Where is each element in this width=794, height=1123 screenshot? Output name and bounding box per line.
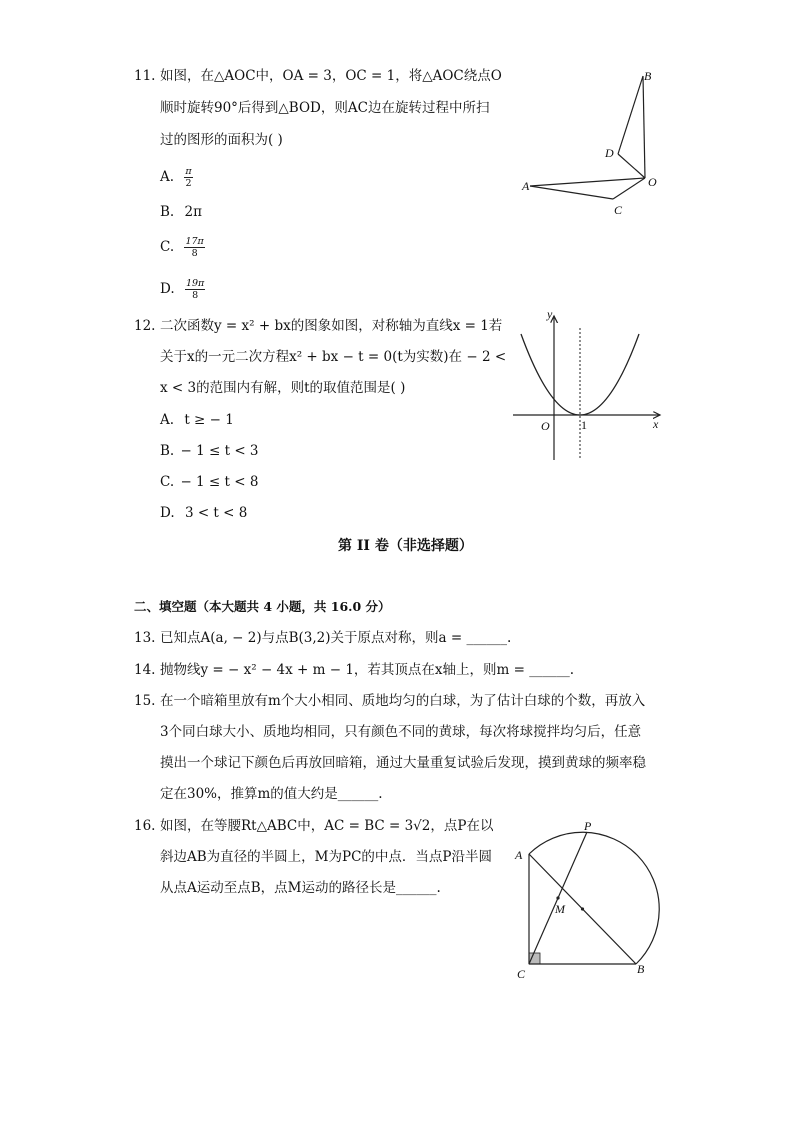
label-p: P (584, 819, 592, 833)
q12-option-a[interactable] (160, 410, 234, 430)
option-fraction: $\frac{17\pi}{8}$ (185, 236, 204, 259)
q14-text: 抛物线y = − x² − 4x + m − 1，若其顶点在x轴上，则m = ______. (160, 662, 575, 678)
q15-line-4: 定在30%，推算m的值大约是______. (160, 786, 383, 802)
option-fraction: $\frac{\pi}{2}$ (185, 166, 192, 189)
line-ob (643, 76, 645, 178)
option-text: − 1 ≤ t < 8 (180, 474, 259, 490)
center-point (581, 907, 584, 910)
label-c: C (517, 967, 526, 981)
q12-line-3: x < 3的范围内有解，则t的取值范围是( ) (160, 380, 406, 396)
option-text: 3 < t < 8 (184, 505, 248, 521)
label-x: x (653, 417, 659, 431)
q15-line-2: 3个同白球大小、质地均相同，只有颜色不同的黄球，每次将球搅拌均匀后，任意 (160, 724, 642, 740)
q16-number: 16. (134, 818, 156, 834)
label-a: A (522, 179, 530, 193)
option-text: − 1 ≤ t < 3 (180, 443, 259, 459)
option-letter: A. (160, 169, 175, 185)
q15-line-1: 在一个暗箱里放有m个大小相同、质地均匀的白球，为了估计白球的个数，再放入 (160, 693, 646, 709)
q12-line-1: 二次函数y = x² + bx的图象如图，对称轴为直线x = 1若 (160, 318, 503, 334)
section2-heading: 二、填空题（本大题共 4 小题，共 16.0 分） (134, 599, 391, 614)
label-c: C (614, 203, 623, 217)
option-letter: B. (160, 204, 175, 220)
q16-figure (508, 812, 673, 984)
label-d: D (605, 146, 614, 160)
q16-line-1: 如图，在等腰Rt△ABC中，AC = BC = 3√2，点P在以 (160, 818, 494, 834)
q11-number: 11. (134, 68, 156, 84)
q12-option-c[interactable] (160, 472, 258, 492)
parabola (521, 334, 639, 415)
line-do (618, 154, 645, 178)
q12-figure (505, 310, 670, 465)
q13-text: 已知点A(a, − 2)与点B(3,2)关于原点对称，则a = ______. (160, 630, 512, 646)
option-letter: C. (160, 474, 175, 490)
line-ao (530, 178, 645, 186)
option-text: 2π (184, 204, 202, 220)
q14-number: 14. (134, 662, 156, 678)
point-m (556, 896, 559, 899)
line-bd (618, 76, 643, 154)
q15-number: 15. (134, 693, 156, 709)
q16-line-3: 从点A运动至点B，点M运动的路径长是______. (160, 880, 441, 896)
label-y: y (547, 310, 553, 321)
option-text: t ≥ − 1 (184, 412, 234, 428)
option-letter: D. (160, 281, 175, 297)
q11-line-1: 如图，在△AOC中，OA = 3，OC = 1，将△AOC绕点O (160, 68, 502, 84)
q11-line-3: 过的图形的面积为( ) (160, 132, 283, 148)
q16-line-2: 斜边AB为直径的半圆上，M为PC的中点．当点P沿半圆 (160, 849, 492, 865)
line-co (613, 178, 645, 199)
q11-option-a[interactable] (160, 166, 193, 189)
q12-option-b[interactable] (160, 441, 259, 461)
label-a: A (515, 848, 523, 862)
option-letter: A. (160, 412, 175, 428)
label-one: 1 (581, 418, 587, 432)
label-b: B (644, 69, 652, 83)
q11-option-d[interactable] (160, 278, 205, 301)
q11-option-c[interactable] (160, 236, 205, 259)
q12-option-d[interactable] (160, 503, 247, 523)
right-angle-mark (529, 953, 540, 964)
semicircle (529, 832, 659, 964)
q11-line-2: 顺时旋转90°后得到△BOD，则AC边在旋转过程中所扫 (160, 100, 490, 116)
label-b: B (637, 962, 645, 976)
option-letter: B. (160, 443, 175, 459)
q12-number: 12. (134, 318, 156, 334)
option-fraction: $\frac{19\pi}{8}$ (185, 278, 205, 301)
label-m: M (555, 902, 565, 916)
q11-option-b[interactable] (160, 202, 202, 222)
option-letter: D. (160, 505, 175, 521)
part2-title: 第 II 卷（非选择题） (338, 538, 473, 554)
q15-line-3: 摸出一个球记下颜色后再放回暗箱，通过大量重复试验后发现，摸到黄球的频率稳 (160, 755, 646, 771)
line-ac (530, 186, 613, 199)
label-o: O (541, 419, 550, 433)
q11-figure (510, 62, 670, 222)
option-letter: C. (160, 239, 175, 255)
q13-number: 13. (134, 630, 156, 646)
label-o: O (648, 175, 657, 189)
q12-line-2: 关于x的一元二次方程x² + bx − t = 0(t为实数)在 − 2 < (160, 349, 507, 365)
